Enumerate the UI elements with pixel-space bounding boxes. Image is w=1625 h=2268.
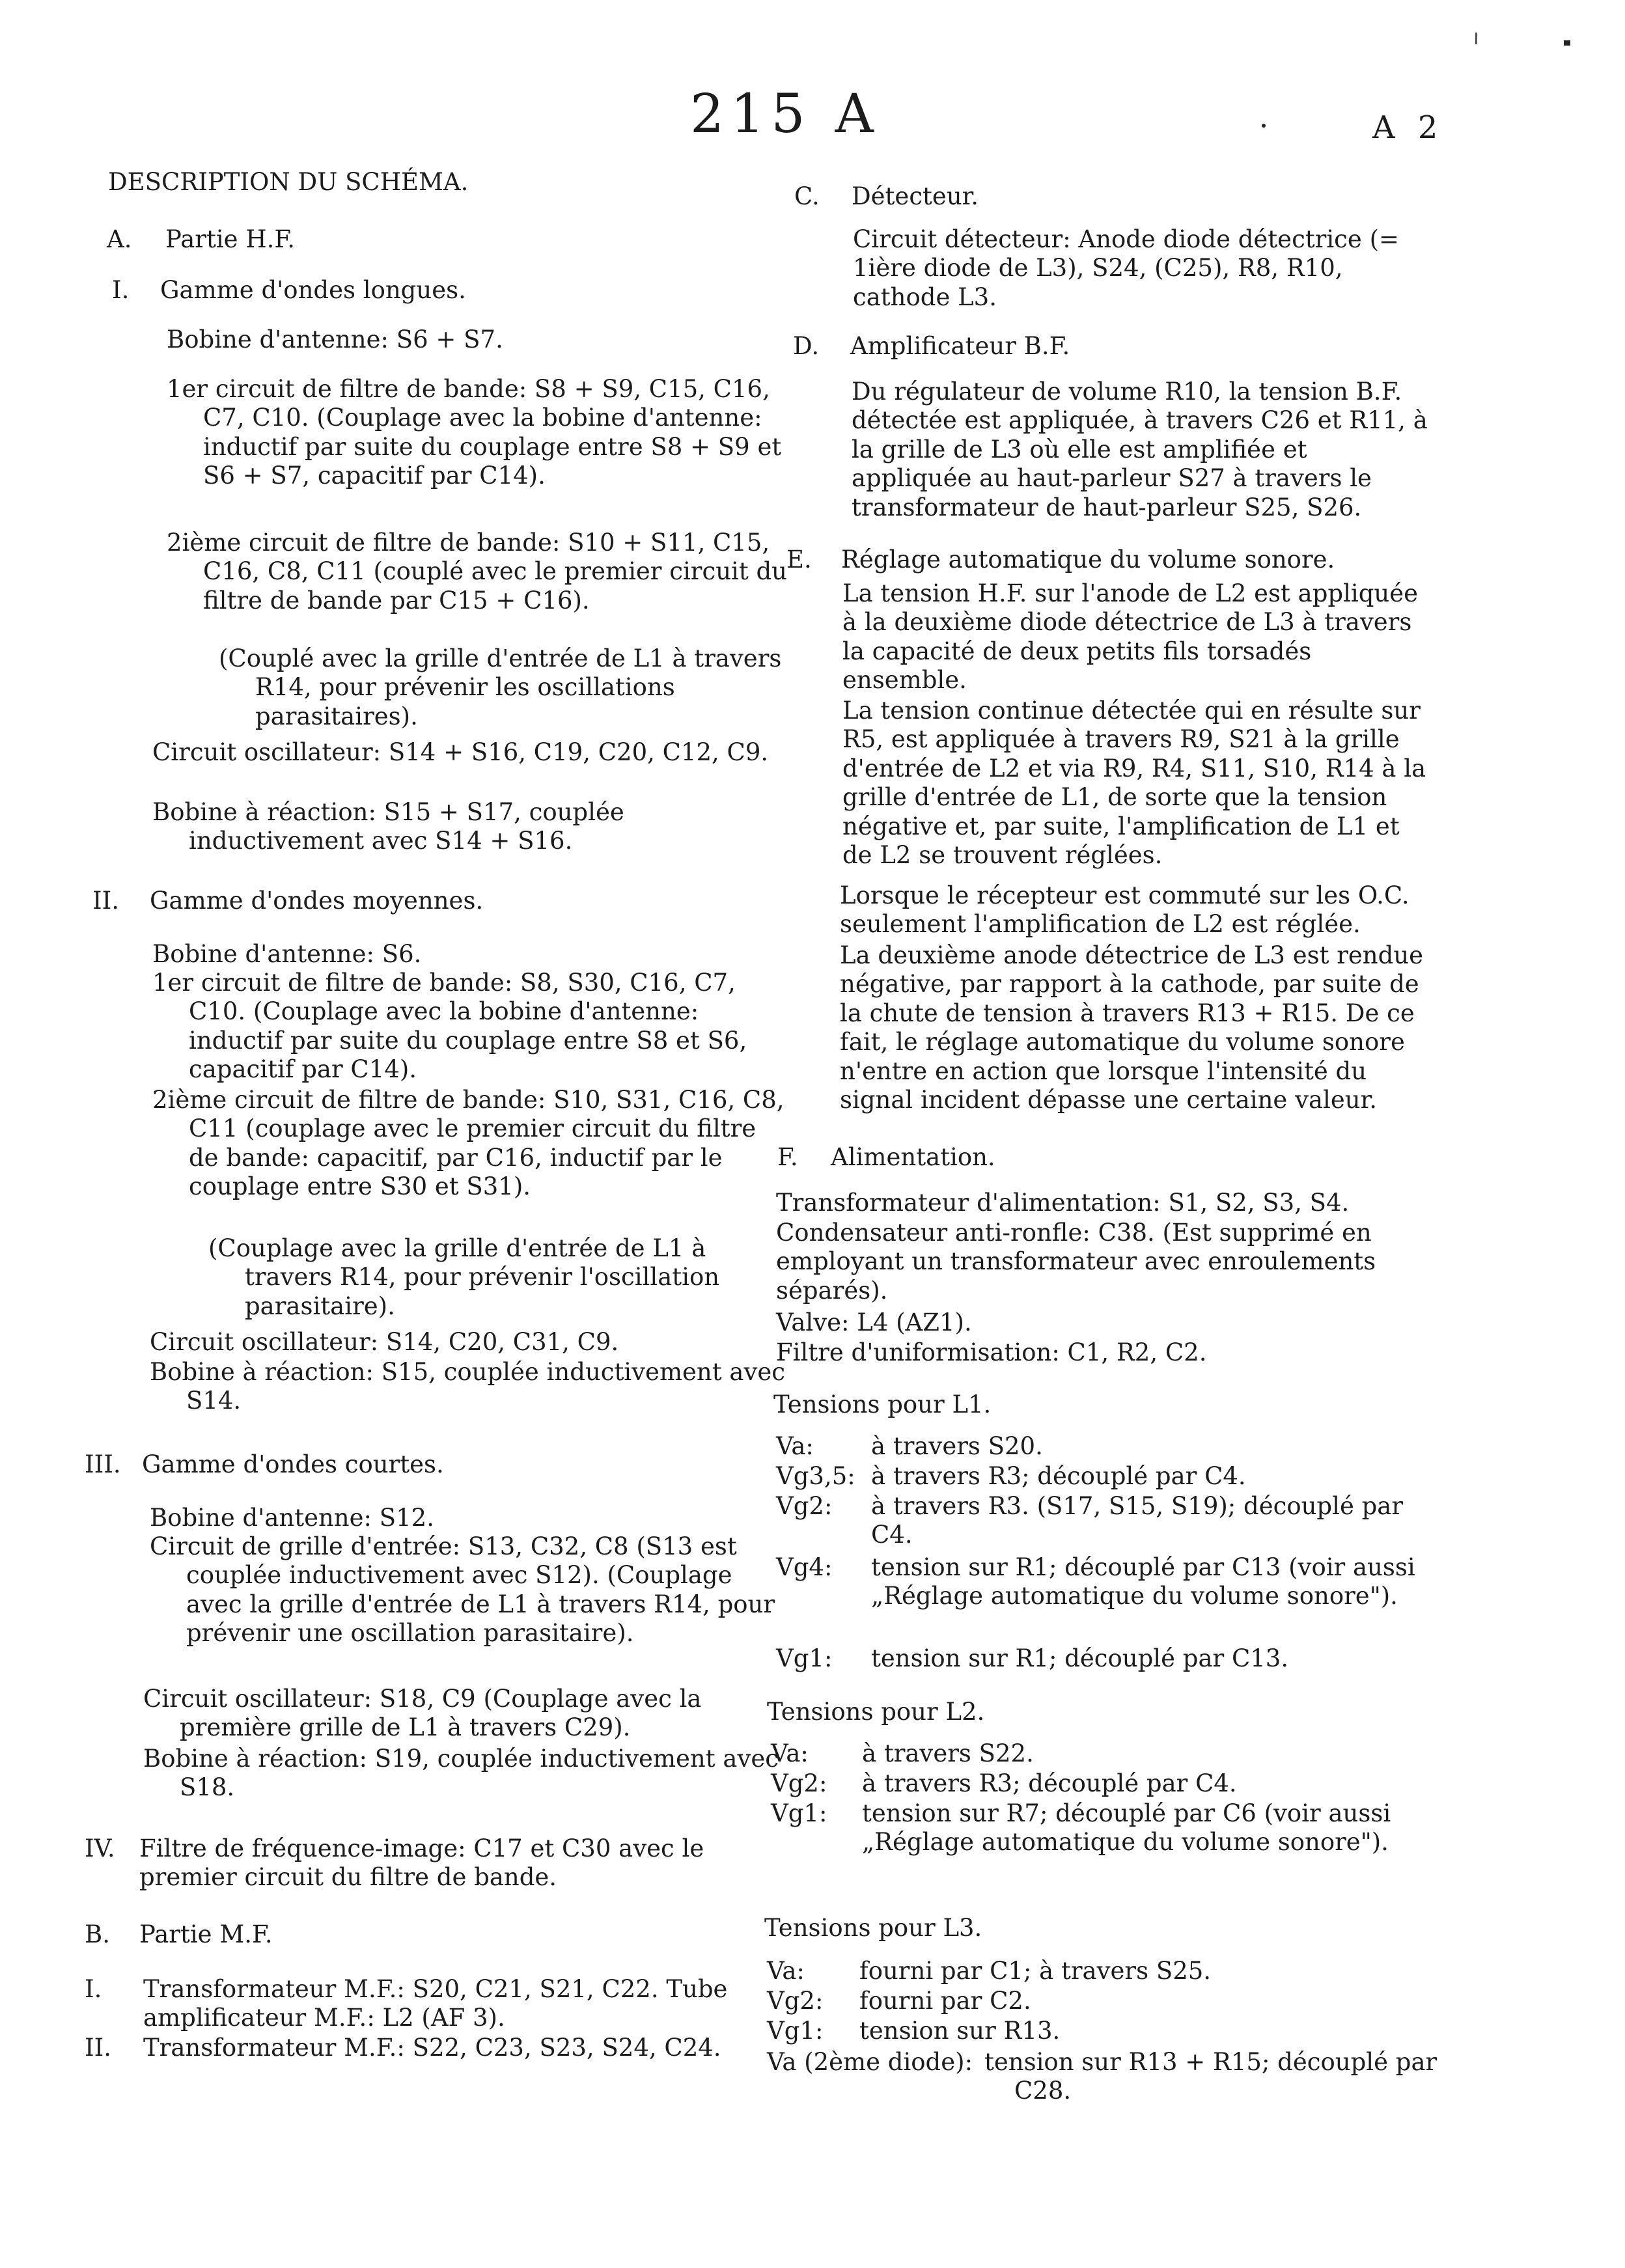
subsection-number: I.: [85, 1975, 102, 2003]
paragraph: Bobine d'antenne: S6 + S7.: [167, 325, 503, 353]
section-b-number: B.: [85, 1920, 110, 1948]
voltage-table-title: Tensions pour L1.: [773, 1390, 992, 1418]
paragraph: Filtre de fréquence-image: C17 et C30 avec le premier circuit du filtre de bande.: [139, 1834, 704, 1892]
voltage-value: tension sur R13.: [859, 2017, 1061, 2045]
paragraph: Lorsque le récepteur est commuté sur les O.C. seulement l'amplification de L2 est réglée.: [840, 881, 1410, 939]
subsection-number: IV.: [85, 1834, 115, 1862]
voltage-label: Vg1:: [771, 1799, 827, 1827]
voltage-label: Va:: [771, 1739, 809, 1767]
paragraph: Circuit détecteur: Anode diode détectrice (= 1ière diode de L3), S24, (C25), R8, R10, cathode L3.: [853, 225, 1400, 311]
voltage-value: fourni par C1; à travers S25.: [859, 1957, 1212, 1985]
voltage-value: à travers S20.: [871, 1432, 1043, 1460]
voltage-label: Vg1:: [776, 1644, 833, 1672]
voltage-value: à travers R3; découplé par C4.: [862, 1769, 1237, 1797]
paragraph: 1er circuit de filtre de bande: S8, S30, C16, C7, C10. (Couplage avec la bobine d'antenne: inductif par suite du couplage entre S8 et S6, capacitif par C14).: [152, 969, 747, 1084]
voltage-value: tension sur R1; découplé par C13.: [871, 1644, 1289, 1672]
subsection-number: I.: [112, 276, 130, 304]
paragraph: 1er circuit de filtre de bande: S8 + S9, C15, C16, C7, C10. (Couplage avec la bobine d'antenne: inductif par suite du couplage entre S8 + S9 et S6 + S7, capacitif par C14).: [167, 375, 782, 490]
voltage-table-title: Tensions pour L2.: [767, 1698, 985, 1726]
scan-mark: [1564, 40, 1570, 46]
section-c-number: C.: [794, 182, 820, 210]
paragraph: Bobine à réaction: S15, couplée inductivement avec S14.: [150, 1358, 785, 1415]
paragraph: 2ième circuit de filtre de bande: S10, S31, C16, C8, C11 (couplage avec le premier circuit du filtre de bande: capacitif, par C16, inductif par le couplage entre S30 et S31).: [152, 1086, 785, 1201]
paragraph: La tension H.F. sur l'anode de L2 est appliquée à la deuxième diode détectrice de L3 à travers la capacité de deux petits fils torsadés ensemble.: [842, 579, 1419, 695]
section-f-title: Alimentation.: [831, 1143, 995, 1171]
paragraph: Du régulateur de volume R10, la tension B.F. détectée est appliquée, à travers C26 et R11, à la grille de L3 où elle est amplifiée et appliquée au haut-parleur S27 à travers le transformateur de haut-parleur S25, S26.: [852, 378, 1428, 521]
page-number: A 2: [1372, 109, 1445, 146]
paragraph: Circuit oscillateur: S14, C20, C31, C9.: [150, 1328, 619, 1356]
subsection-number: III.: [85, 1450, 121, 1478]
section-f-number: F.: [777, 1143, 798, 1171]
voltage-label: Va (2ème diode):: [767, 2048, 973, 2076]
paragraph: Condensateur anti-ronfle: C38. (Est supprimé en employant un transformateur avec enroulements séparés).: [776, 1219, 1376, 1305]
paragraph: Transformateur M.F.: S22, C23, S23, S24, C24.: [143, 2034, 721, 2062]
voltage-value: à travers S22.: [862, 1739, 1034, 1767]
voltage-table-title: Tensions pour L3.: [764, 1914, 982, 1942]
subsection-number: II.: [92, 887, 119, 915]
scan-dot: [1262, 124, 1266, 128]
paragraph: La tension continue détectée qui en résulte sur R5, est appliquée à travers R9, S21 à la grille d'entrée de L2 et via R9, R4, S11, S10, R14 à la grille d'entrée de L1, de sorte que la tension négative et, par suite, l'amplification de L1 et de L2 se trouvent réglées.: [842, 697, 1426, 869]
section-title: DESCRIPTION DU SCHÉMA.: [108, 168, 469, 196]
subsection-title: Gamme d'ondes longues.: [160, 276, 466, 304]
voltage-label: Vg3,5:: [776, 1462, 855, 1490]
paragraph: Circuit oscillateur: S14 + S16, C19, C20, C12, C9.: [152, 738, 769, 766]
voltage-value: tension sur R13 + R15; découplé par C28.: [984, 2048, 1438, 2105]
paragraph: Transformateur d'alimentation: S1, S2, S3, S4.: [776, 1189, 1350, 1217]
paragraph: Circuit de grille d'entrée: S13, C32, C8 (S13 est couplée inductivement avec S12). (Couplage avec la grille d'entrée de L1 à travers R14, pour prévenir une oscillation parasitaire).: [150, 1532, 775, 1648]
subsection-number: II.: [85, 2034, 111, 2062]
voltage-value: à travers R3. (S17, S15, S19); découplé par C4.: [871, 1492, 1404, 1549]
paragraph: (Couplage avec la grille d'entrée de L1 à travers R14, pour prévenir l'oscillation parasitaire).: [208, 1234, 720, 1320]
paragraph: Bobine d'antenne: S12.: [150, 1504, 434, 1532]
voltage-value: tension sur R1; découplé par C13 (voir aussi „Réglage automatique du volume sonore").: [871, 1553, 1415, 1611]
paragraph: Filtre d'uniformisation: C1, R2, C2.: [776, 1338, 1207, 1366]
section-d-title: Amplificateur B.F.: [850, 332, 1070, 360]
section-b-title: Partie M.F.: [139, 1920, 273, 1948]
voltage-label: Vg1:: [767, 2017, 824, 2045]
section-e-title: Réglage automatique du volume sonore.: [841, 546, 1335, 574]
subsection-title: Gamme d'ondes moyennes.: [150, 887, 484, 915]
section-a-title: Partie H.F.: [165, 225, 296, 253]
voltage-label: Vg2:: [771, 1769, 827, 1797]
voltage-label: Va:: [767, 1957, 805, 1985]
paragraph: Circuit oscillateur: S18, C9 (Couplage avec la première grille de L1 à travers C29).: [143, 1685, 702, 1742]
paragraph: Bobine à réaction: S15 + S17, couplée inductivement avec S14 + S16.: [152, 798, 624, 855]
paragraph: Valve: L4 (AZ1).: [776, 1308, 972, 1336]
voltage-label: Vg2:: [767, 1987, 824, 2015]
section-e-number: E.: [786, 546, 812, 574]
paragraph: Bobine d'antenne: S6.: [152, 940, 422, 968]
model-number: 215 A: [690, 83, 880, 145]
scan-mark: [1475, 33, 1477, 44]
section-a-number: A.: [107, 225, 132, 253]
section-d-number: D.: [793, 332, 820, 360]
voltage-label: Vg2:: [776, 1492, 833, 1520]
section-c-title: Détecteur.: [852, 182, 979, 210]
voltage-value: tension sur R7; découplé par C6 (voir aussi „Réglage automatique du volume sonore").: [862, 1799, 1391, 1857]
subsection-title: Gamme d'ondes courtes.: [142, 1450, 444, 1478]
paragraph: Bobine à réaction: S19, couplée inductivement avec S18.: [143, 1745, 779, 1802]
voltage-value: fourni par C2.: [859, 1987, 1031, 2015]
voltage-label: Va:: [776, 1432, 814, 1460]
paragraph: 2ième circuit de filtre de bande: S10 + S11, C15, C16, C8, C11 (couplé avec le premier circuit du filtre de bande par C15 + C16).: [167, 529, 788, 615]
voltage-value: à travers R3; découplé par C4.: [871, 1462, 1246, 1490]
paragraph: Transformateur M.F.: S20, C21, S21, C22. Tube amplificateur M.F.: L2 (AF 3).: [143, 1975, 728, 2032]
paragraph: La deuxième anode détectrice de L3 est rendue négative, par rapport à la cathode, par suite de la chute de tension à travers R13 + R15. De ce fait, le réglage automatique du volume sonore n'entre en action que lorsque l'intensité du signal incident dépasse une certaine valeur.: [840, 941, 1424, 1114]
paragraph: (Couplé avec la grille d'entrée de L1 à travers R14, pour prévenir les oscillations parasitaires).: [219, 644, 782, 730]
voltage-label: Vg4:: [776, 1553, 833, 1581]
